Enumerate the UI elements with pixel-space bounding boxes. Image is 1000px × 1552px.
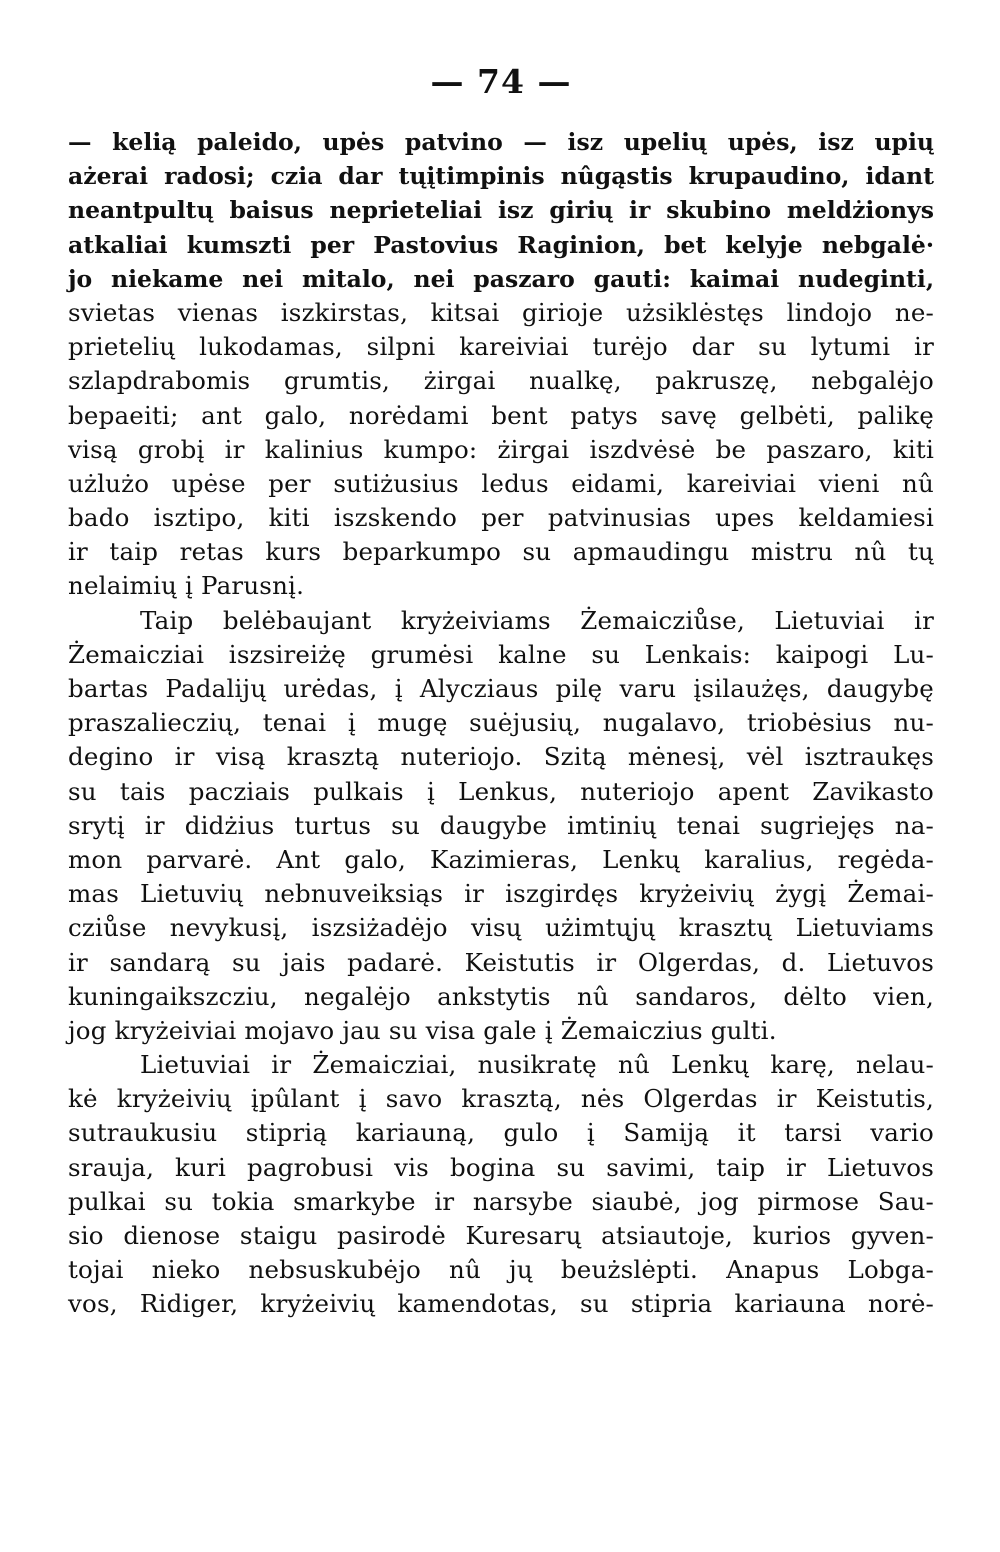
text-line: kė kryżeivių įpûlant į savo krasztą, nės Olgerdas ir Keistutis, [68, 1084, 934, 1114]
text-line: ir sandarą su jais padarė. Keistutis ir Olgerdas, d. Lietuvos [68, 947, 934, 977]
text-line: kuningaikszcziu, negalėjo ankstytis nû sandaros, dėlto vien, [68, 981, 934, 1011]
text-line: Taip belėbaujant kryżeiviams Żemaicziůse, Lietuviai ir [140, 605, 934, 635]
text-line: visą grobį ir kalinius kumpo: żirgai iszdvėsė be paszaro, kiti [68, 434, 934, 464]
body-text [68, 125, 934, 1322]
text-line: atkaliai kumszti per Pastovius Raginion, bet kelyje nebgalė· [68, 230, 934, 259]
text-line: ir taip retas kurs beparkumpo su apmaudingu mistru nû tų [68, 537, 934, 567]
text-line: Żemaicziai iszsireiżę grumėsi kalne su Lenkais: kaipogi Lu- [68, 639, 934, 669]
text-line: srytį ir didżius turtus su daugybe imtinių tenai sugriejęs na- [68, 810, 934, 840]
text-line: ażerai radosi; czia dar tųįtimpinis nûgąstis krupaudino, idant [68, 162, 934, 191]
text-line: tojai nieko nebsuskubėjo nû jų beużslėpti. Anapus Lobga- [68, 1255, 934, 1285]
text-line: Lietuviai ir Żemaicziai, nusikratę nû Lenkų karę, nelau- [140, 1050, 934, 1080]
text-line: cziůse nevykusį, iszsiżadėjo visų użimtųjų krasztų Lietuviams [68, 913, 934, 943]
text-line: neantpultų baisus neprieteliai isz girių ir skubino meldżionys [68, 196, 934, 225]
text-line: degino ir visą krasztą nuteriojo. Szitą mėnesį, vėl isztraukęs [68, 742, 934, 772]
text-line: mon parvarė. Ant galo, Kazimieras, Lenkų karalius, regėda- [68, 844, 934, 874]
text-line: użlużo upėse per sutiżusius ledus eidami, kareiviai vieni nû [68, 468, 934, 498]
text-line: bepaeiti; ant galo, norėdami bent patys savę gelbėti, palikę [68, 400, 934, 430]
text-line: szlapdrabomis grumtis, żirgai nualkę, pakruszę, nebgalėjo [68, 366, 934, 396]
text-line: sio dienose staigu pasirodė Kuresarų atsiautoje, kurios gyven- [68, 1221, 934, 1250]
text-line: — kelią paleido, upės patvino — isz upelių upės, isz upių [68, 128, 934, 156]
text-line: bado isztipo, kiti iszskendo per patvinusias upes keldamiesi [68, 503, 934, 533]
book-page [68, 52, 934, 1322]
text-line: jo niekame nei mitalo, nei paszaro gauti: kaimai nudeginti, [68, 264, 934, 293]
page-number: — 74 — [430, 62, 572, 101]
text-line: nelaimių į Parusnį. [68, 571, 305, 601]
text-line: srauja, kuri pagrobusi vis bogina su savimi, taip ir Lietuvos [68, 1152, 934, 1182]
text-line: vos, Ridiger, kryżeivių kamendotas, su stipria kariauna norė- [68, 1289, 934, 1319]
text-line: praszalieczių, tenai į mugę suėjusių, nugalavo, triobėsius nu- [68, 708, 934, 738]
text-line: su tais pacziais pulkais į Lenkus, nuteriojo apent Zavikasto [68, 776, 934, 806]
text-line: bartas Padalijų urėdas, į Alycziaus pilę varu įsilaużęs, daugybę [68, 674, 934, 703]
text-line: prietelių lukodamas, silpni kareiviai turėjo dar su lytumi ir [68, 332, 934, 362]
text-line: mas Lietuvių nebnuveiksiąs ir iszgirdęs kryżeivių żygį Żemai- [68, 879, 934, 909]
text-line: jog kryżeiviai mojavo jau su visa gale į Żemaiczius gulti. [68, 1015, 777, 1045]
text-line: pulkai su tokia smarkybe ir narsybe siaubė, jog pirmose Sau- [68, 1186, 934, 1216]
text-line: sutraukusiu stiprią kariauną, gulo į Samiją it tarsi vario [68, 1118, 934, 1148]
text-line: svietas vienas iszkirstas, kitsai girioje użsiklėstęs lindojo ne- [68, 297, 934, 327]
